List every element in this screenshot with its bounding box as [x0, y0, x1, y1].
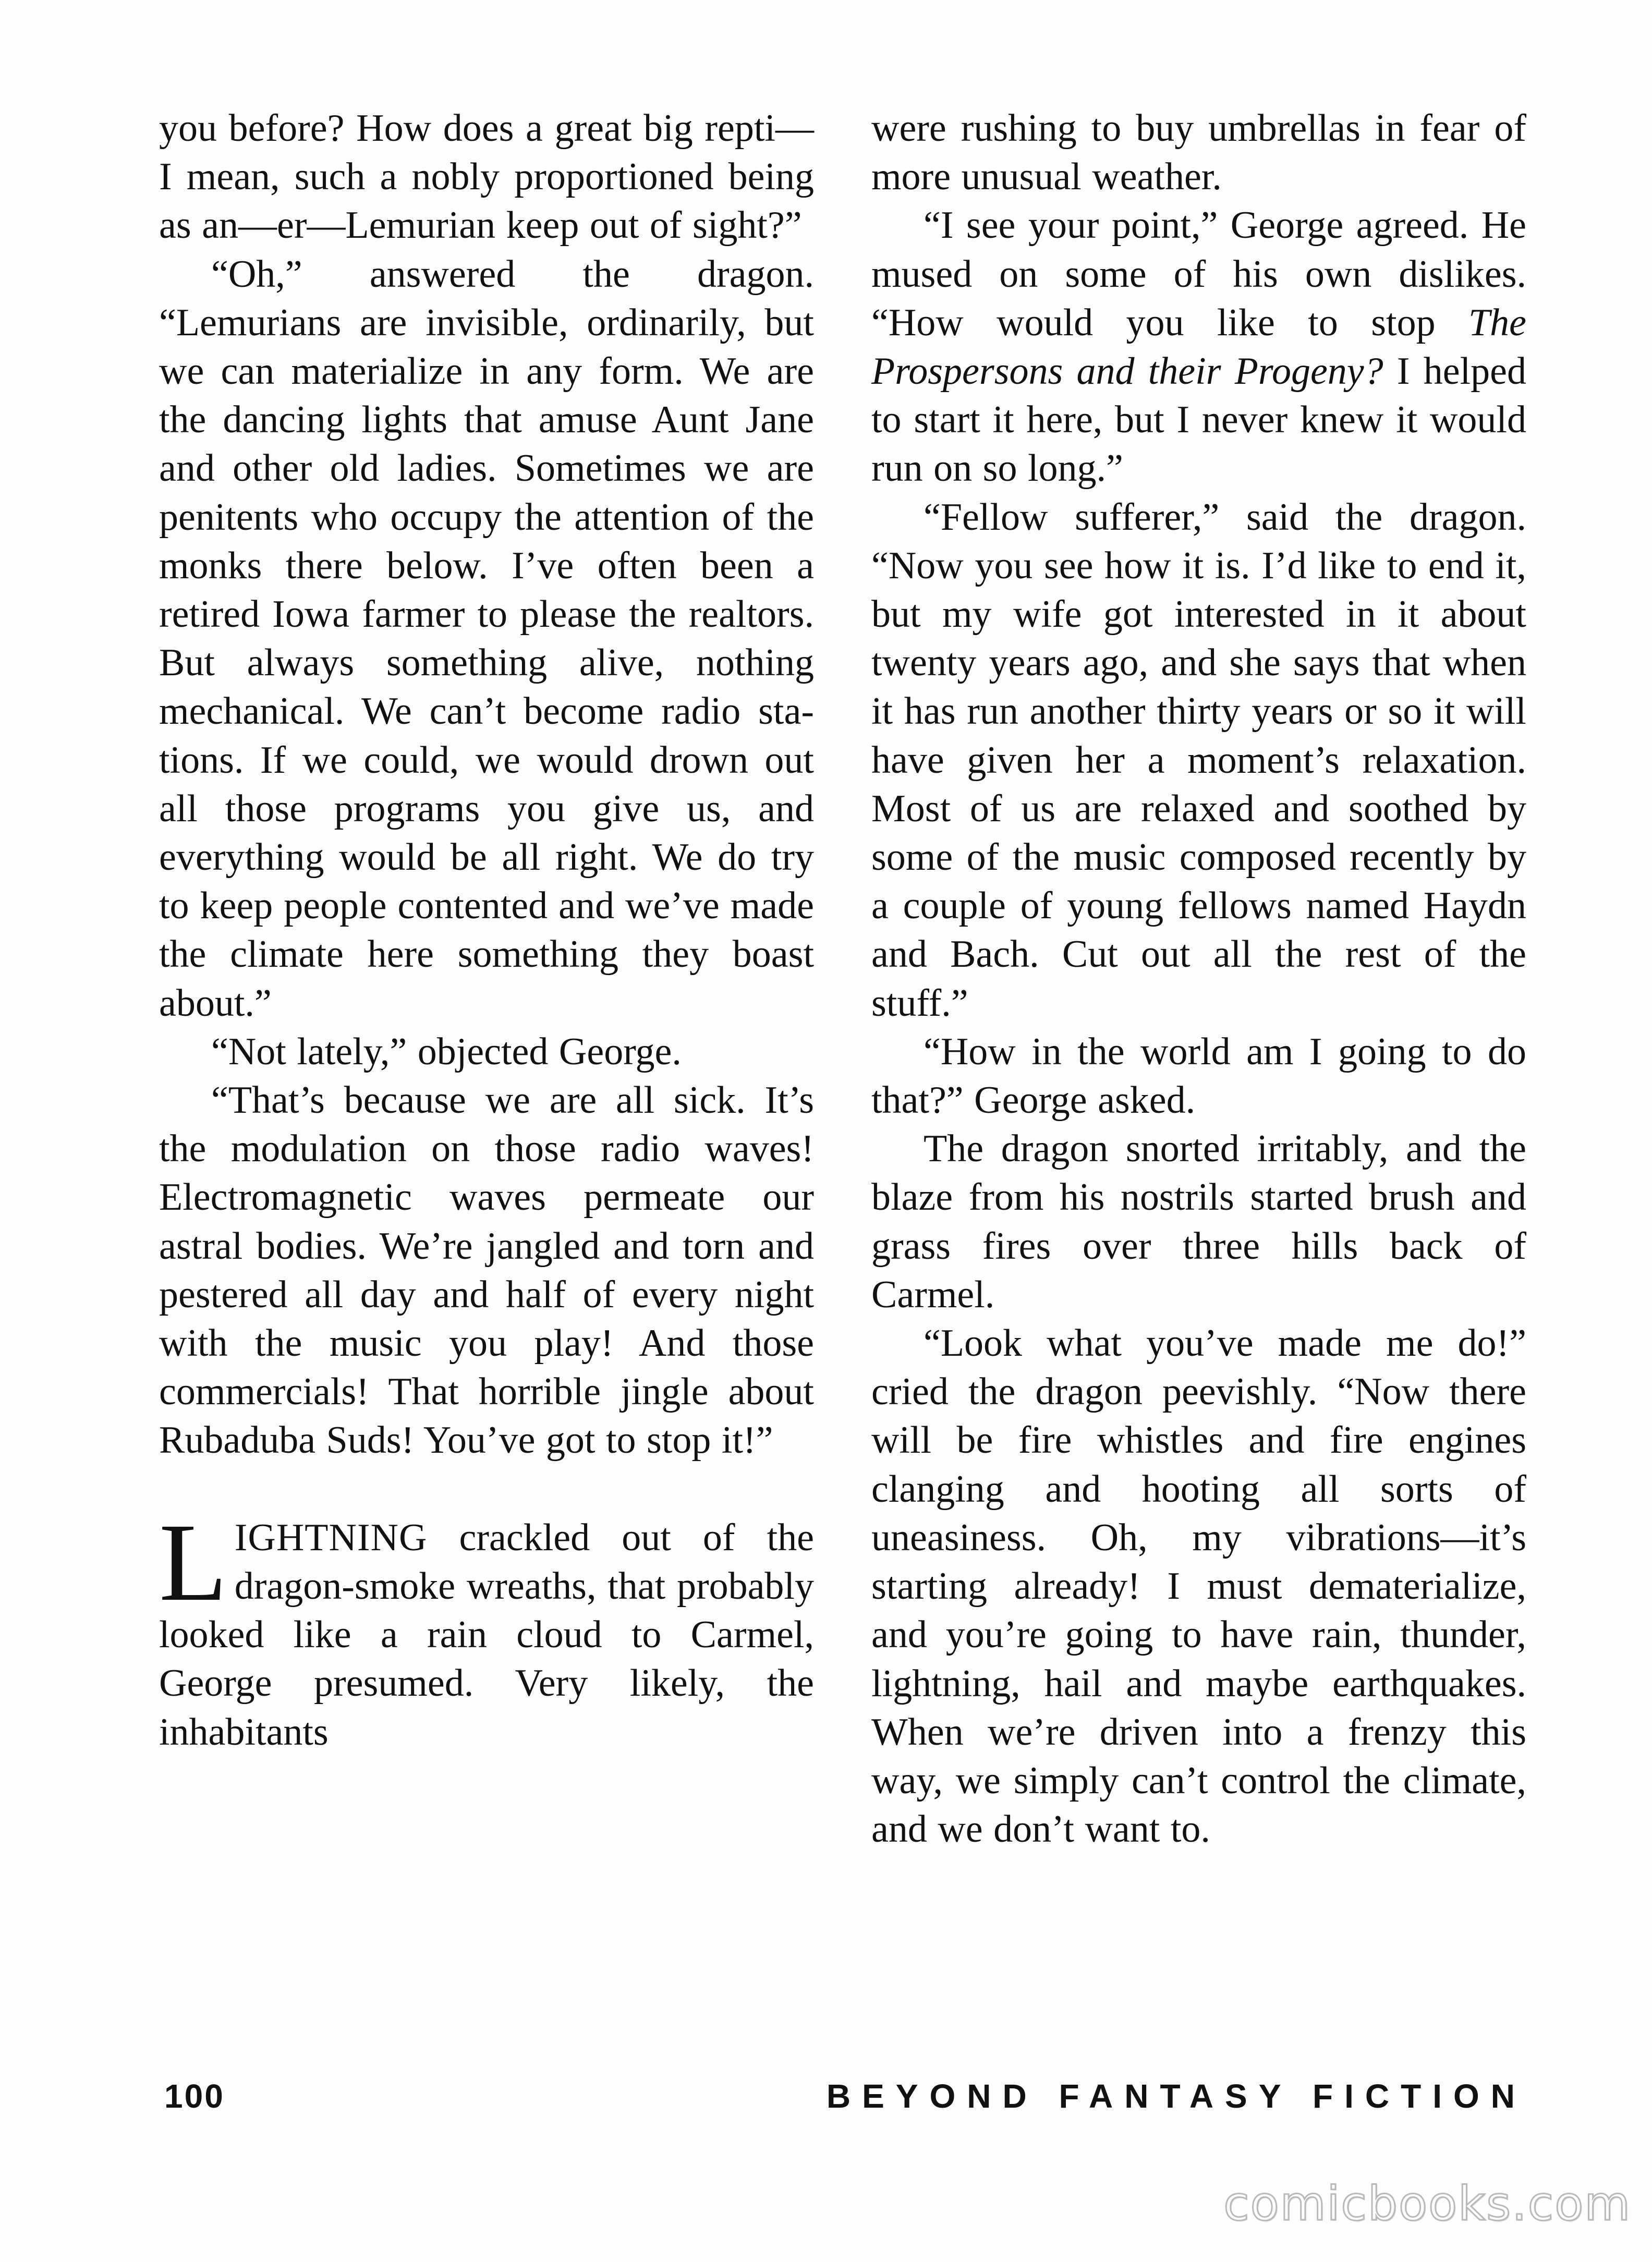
watermark: comicbooks.com — [1223, 2176, 1631, 2231]
paragraph: “That’s because we are all sick. It’s the modulation on those radio waves! Electromagnetic waves permeate our astral bodies. We’re jangled and torn and pestered all day and half of every night with the music you play! And those commercials! That horrible jingle about Rubaduba Suds! You’ve got to stop it!” — [159, 1079, 814, 1462]
paragraph: “How in the world am I going to do that?” George asked. — [871, 1030, 1526, 1122]
paragraph-with-drop-cap — [159, 1500, 814, 1757]
page-number: 100 — [164, 2077, 225, 2115]
paragraph-text: “I see your point,” George agreed. He mused on some of his own dislikes. “How would you like to stop — [871, 204, 1526, 344]
left-column — [159, 104, 814, 1757]
paragraph-text: I helped to start it here, but I never knew it would run on so long.” — [871, 350, 1526, 490]
paragraph: The dragon snorted irritably, and the blaze from his nostrils started brush and grass fires over three hills back of Carmel. — [871, 1127, 1526, 1316]
paragraph: “Oh,” answered the dragon. “Lemurians are invisible, ordinarily, but we can materialize in any form. We are the dancing lights that amuse Aunt Jane and other old ladies. Sometimes we are penitents who occupy the attention of the monks there below. I’ve often been a retired Iowa farmer to please the realtors. But always something alive, nothing mechanical. We can’t become radio stations. If we could, we would drown out all those programs you give us, and everything would be all right. We do try to keep people contented and we’ve made the climate here something they boast about.” — [159, 252, 814, 1025]
running-title: BEYOND FANTASY FICTION — [826, 2077, 1526, 2115]
paragraph-text: crackled out of the dragon-smoke wreaths, that probably looked like a rain cloud to Carmel, George presumed. Very likely, the inhabitants — [159, 1516, 814, 1754]
italic-title: The Prospersons and their Progeny? — [871, 301, 1526, 393]
section-break — [159, 1465, 814, 1514]
paragraph: “Look what you’ve made me do!” cried the dragon peevishly. “Now there will be fire whistles and fire engines clanging and hooting all sorts of uneasiness. Oh, my vibrations—it’s starting already! I must dematerialize, and you’re going to have rain, thunder, lightning, hail and maybe earthquakes. When we’re driven into a frenzy this way, we simply can’t control the climate, and we don’t want to. — [871, 1322, 1526, 1851]
paragraph: you before? How does a great big repti—I mean, such a nobly proportioned being as an—er—Lemurian keep out of sight?” — [159, 107, 814, 247]
paragraph: “Not lately,” objected George. — [211, 1030, 682, 1073]
page-footer — [159, 2075, 1526, 2122]
paragraph: were rushing to buy umbrellas in fear of more unusual weather. — [871, 107, 1526, 199]
paragraph — [871, 201, 1526, 493]
drop-cap: L — [159, 1500, 227, 1624]
paragraph: “Fellow sufferer,” said the dragon. “Now you see how it is. I’d like to end it, but my wife got interested in it about twenty years ago, and she says that when it has run another thirty years or so it will have given her a moment’s relaxation. Most of us are relaxed and soothed by some of the music composed recently by a couple of young fellows named Haydn and Bach. Cut out all the rest of the stuff.” — [871, 495, 1526, 1025]
lead-in-text: IGHTNING — [234, 1516, 428, 1559]
right-column — [871, 104, 1526, 1854]
